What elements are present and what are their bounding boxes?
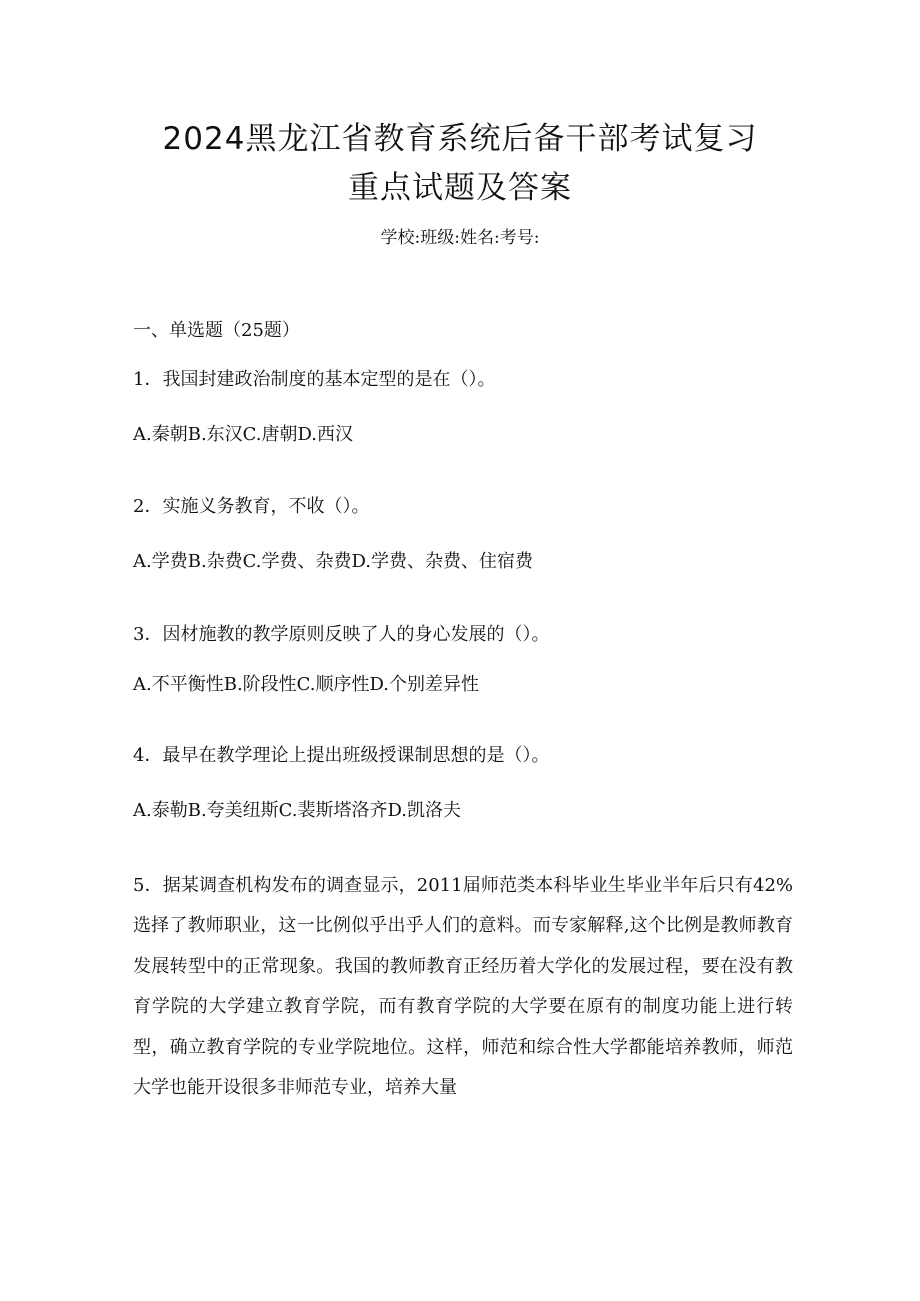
question-5-stem: 5．据某调查机构发布的调查显示，2011届师范类本科毕业生毕业半年后只有42%选择了教师职业，这一比例似乎出乎人们的意料。而专家解释,这个比例是教师教育发展转型中的正常现象。我国的教师教育正经历着大学化的发展过程，要在没有教育学院的大学建立教育学院，而有教育学院的大学要在原有的制度功能上进行转型，确立教育学院的专业学院地位。这样，师范和综合性大学都能培养教师，师范大学也能开设很多非师范专业，培养大量: [133, 875, 793, 1099]
question-1-stem: 1．我国封建政治制度的基本定型的是在（）。: [133, 369, 496, 390]
document-title-line-1: 2024黑龙江省教育系统后备干部考试复习: [162, 121, 758, 157]
student-info-line: 学校:班级:姓名:考号:: [380, 228, 540, 248]
question-3-options: A.不平衡性B.阶段性C.顺序性D.个别差异性: [133, 674, 480, 695]
question-2-options: A.学费B.杂费C.学费、杂费D.学费、杂费、住宿费: [133, 551, 534, 572]
question-4-stem: 4．最早在教学理论上提出班级授课制思想的是（）。: [133, 745, 550, 766]
document-title-line-2: 重点试题及答案: [348, 170, 572, 206]
question-3-stem: 3．因材施教的教学原则反映了人的身心发展的（）。: [133, 624, 550, 645]
section-heading: 一、单选题（25题）: [133, 320, 300, 341]
question-2-stem: 2．实施义务教育，不收（）。: [133, 496, 370, 517]
question-1-options: A.秦朝B.东汉C.唐朝D.西汉: [133, 424, 354, 445]
question-4-options: A.泰勒B.夸美纽斯C.裴斯塔洛齐D.凯洛夫: [133, 800, 462, 821]
